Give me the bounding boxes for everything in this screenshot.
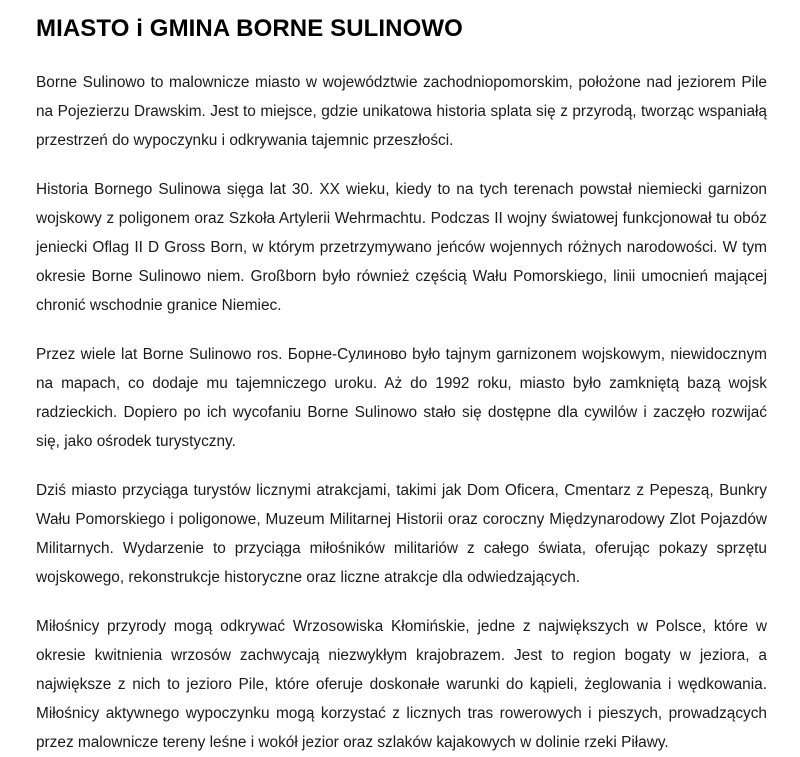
paragraph-history-wwii: Historia Bornego Sulinowa sięga lat 30. XX wieku, kiedy to na tych terenach powstał niemiecki garnizon wojskowy z poligonem oraz Szkoła Artylerii Wehrmachtu. Podczas II wojny światowej funkcjonował tu obóz jeniecki Oflag II D Gross Born, w którym przetrzymywano jeńców wojennych różnych narodowości. W tym okresie Borne Sulinowo niem. Großborn było również częścią Wału Pomorskiego, linii umocnień mającej chronić wschodnie granice Niemiec. <box>36 181 767 314</box>
paragraph-soviet-garrison: Przez wiele lat Borne Sulinowo ros. Борне-Сулиново było tajnym garnizonem wojskowym, niewidocznym na mapach, co dodaje mu tajemniczego uroku. Aż do 1992 roku, miasto było zamkniętą bazą wojsk radzieckich. Dopiero po ich wycofaniu Borne Sulinowo stało się dostępne dla cywilów i zaczęło rozwijać się, jako ośrodek turystyczny. <box>36 346 767 450</box>
paragraph-nature: Miłośnicy przyrody mogą odkrywać Wrzosowiska Kłomińskie, jedne z największych w Polsce, które w okresie kwitnienia wrzosów zachwycają niezwykłym krajobrazem. Jest to region bogaty w jeziora, a największe z nich to jezioro Pile, które oferuje doskonałe warunki do kąpieli, żeglowania i wędkowania. Miłośnicy aktywnego wypoczynku mogą korzystać z licznych tras rowerowych i pieszych, prowadzących przez malownicze tereny leśne i wokół jezior oraz szlaków kajakowych w dolinie rzeki Piławy. <box>36 618 767 751</box>
page-title: MIASTO i GMINA BORNE SULINOWO <box>36 15 463 42</box>
paragraph-attractions: Dziś miasto przyciąga turystów licznymi atrakcjami, takimi jak Dom Oficera, Cmentarz z Pepeszą, Bunkry Wału Pomorskiego i poligonowe, Muzeum Militarnej Historii oraz coroczny Międzynarodowy Zlot Pojazdów Militarnych. Wydarzenie to przyciąga miłośników militariów z całego świata, oferując pokazy sprzętu wojskowego, rekonstrukcje historyczne oraz liczne atrakcje dla odwiedzających. <box>36 482 767 586</box>
paragraph-intro: Borne Sulinowo to malownicze miasto w województwie zachodniopomorskim, położone nad jeziorem Pile na Pojezierzu Drawskim. Jest to miejsce, gdzie unikatowa historia splata się z przyrodą, tworząc wspaniałą przestrzeń do wypoczynku i odkrywania tajemnic przeszłości. <box>36 74 767 149</box>
